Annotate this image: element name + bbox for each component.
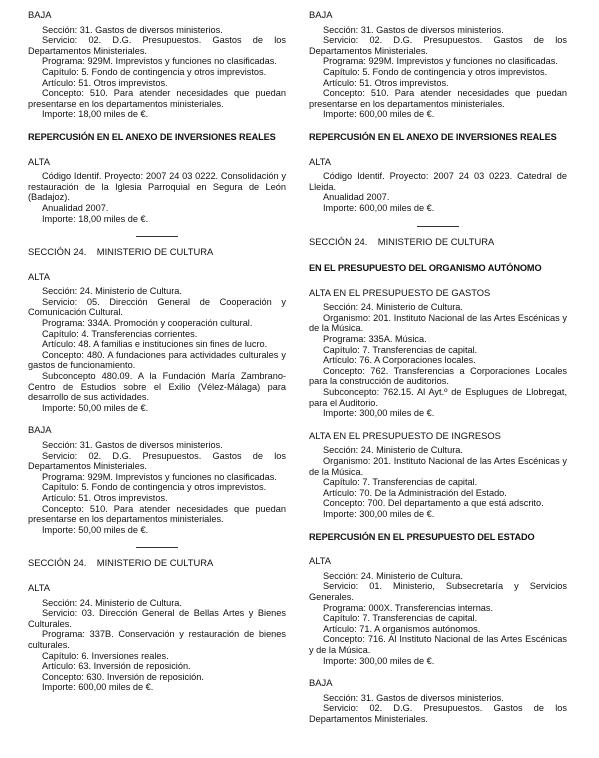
paragraph: Programa: 337B. Conservación y restauración de bienes culturales. xyxy=(28,629,286,650)
paragraph: Importe: 600,00 miles de €. xyxy=(323,202,435,213)
text-block xyxy=(309,445,567,519)
text-block xyxy=(28,25,286,120)
paragraph: Anualidad 2007. xyxy=(42,202,109,213)
paragraph: Servicio: 01. Ministerio, Subsecretaría y Servicios Generales. xyxy=(309,581,567,602)
block-label: BAJA xyxy=(28,424,52,436)
block-label: ALTA EN EL PRESUPUESTO DE GASTOS xyxy=(309,286,491,298)
block-label: ALTA EN EL PRESUPUESTO DE INGRESOS xyxy=(309,429,501,441)
section-title: SECCIÓN 24. MINISTERIO DE CULTURA xyxy=(309,235,495,247)
paragraph: Sección: 31. Gastos de diversos ministerios. xyxy=(323,692,504,703)
block-label: ALTA xyxy=(28,155,51,167)
paragraph: Programa: 334A. Promoción y cooperación cultural. xyxy=(42,318,253,329)
divider xyxy=(417,226,459,227)
paragraph: Servicio: 02. D.G. Presupuestos. Gastos de los Departamentos Ministeriales. xyxy=(28,35,286,56)
section-title: SECCIÓN 24. MINISTERIO DE CULTURA xyxy=(28,557,214,569)
paragraph: Capítulo: 7. Transferencias de capital. xyxy=(323,477,478,488)
paragraph: Concepto: 510. Para atender necesidades que puedan presentarse en los departamentos ministeriales. xyxy=(28,88,286,109)
paragraph: Programa: 000X. Transferencias internas. xyxy=(323,602,494,613)
paragraph: Sección: 31. Gastos de diversos ministerios. xyxy=(323,24,504,35)
block-label: BAJA xyxy=(309,677,333,689)
paragraph: Sección: 24. Ministerio de Cultura. xyxy=(323,570,463,581)
paragraph: Concepto: 510. Para atender necesidades que puedan presentarse en los departamentos ministeriales. xyxy=(309,88,567,109)
paragraph: Importe: 600,00 miles de €. xyxy=(323,109,435,120)
paragraph: Importe: 18,00 miles de €. xyxy=(42,109,149,120)
paragraph: Programa: 929M. Imprevistos y funciones no clasificadas. xyxy=(323,56,558,67)
section-heading: REPERCUSIÓN EN EL ANEXO DE INVERSIONES REALES xyxy=(28,131,276,142)
paragraph: Importe: 50,00 miles de €. xyxy=(42,524,149,535)
block-label: ALTA xyxy=(28,581,51,593)
paragraph: Código Identif. Proyecto: 2007 24 03 0222. Consolidación y restauración de la Iglesia Parroquial en Segura de León (Badajoz). xyxy=(28,171,286,203)
paragraph: Capítulo: 6. Inversiones reales. xyxy=(42,650,169,661)
paragraph: Sección: 24. Ministerio de Cultura. xyxy=(42,597,182,608)
paragraph: Artículo: 48. A familias e instituciones sin fines de lucro. xyxy=(42,339,268,350)
paragraph: Artículo: 76. A Corporaciones locales. xyxy=(323,355,476,366)
paragraph: Concepto: 480. A fundaciones para actividades culturales y gastos de funcionamiento. xyxy=(28,349,286,371)
right-column xyxy=(309,10,567,724)
paragraph: Importe: 600,00 miles de €. xyxy=(42,682,154,693)
paragraph: Sección: 31. Gastos de diversos ministerios. xyxy=(42,24,223,35)
paragraph: Concepto: 630. Inversión de reposición. xyxy=(42,671,204,682)
paragraph: Capítulo: 7. Transferencias de capital. xyxy=(323,613,478,624)
divider xyxy=(136,547,178,548)
text-block xyxy=(309,693,567,725)
paragraph: Artículo: 63. Inversión de reposición. xyxy=(42,661,191,672)
paragraph: Servicio: 02. D.G. Presupuestos. Gastos de los Departamentos Ministeriales. xyxy=(309,703,567,724)
paragraph: Organismo: 201. Instituto Nacional de las Artes Escénicas y de la Música. xyxy=(309,312,567,334)
paragraph: Importe: 300,00 miles de €. xyxy=(323,655,435,666)
text-block xyxy=(309,25,567,120)
text-block xyxy=(309,302,567,419)
block-label: ALTA xyxy=(309,555,332,567)
paragraph: Concepto: 700. Del departamento a que está adscrito. xyxy=(323,498,544,509)
paragraph: Capítulo: 5. Fondo de contingencia y otros imprevistos. xyxy=(323,66,548,77)
paragraph: Programa: 929M. Imprevistos y funciones no clasificadas. xyxy=(42,471,277,482)
paragraph: Capítulo: 5. Fondo de contingencia y otros imprevistos. xyxy=(42,482,267,493)
paragraph: Sección: 24. Ministerio de Cultura. xyxy=(42,286,182,297)
paragraph: Artículo: 70. De la Administración del Estado. xyxy=(323,487,507,498)
paragraph: Sección: 24. Ministerio de Cultura. xyxy=(323,302,463,313)
paragraph: Importe: 300,00 miles de €. xyxy=(323,508,435,519)
section-heading: EN EL PRESUPUESTO DEL ORGANISMO AUTÓNOMO xyxy=(309,263,542,274)
paragraph: Concepto: 510. Para atender necesidades que puedan presentarse en los departamentos ministeriales. xyxy=(28,503,286,525)
paragraph: Servicio: 02. D.G. Presupuestos. Gastos de los Departamentos Ministeriales. xyxy=(309,35,567,56)
paragraph: Anualidad 2007. xyxy=(323,192,390,203)
paragraph: Programa: 929M. Imprevistos y funciones no clasificadas. xyxy=(42,56,277,67)
paragraph: Capítulo: 4. Transferencias corrientes. xyxy=(42,328,198,339)
paragraph: Sección: 24. Ministerio de Cultura. xyxy=(323,445,463,456)
left-column xyxy=(28,10,286,693)
divider xyxy=(136,236,178,237)
paragraph: Importe: 300,00 miles de €. xyxy=(323,408,435,419)
text-block xyxy=(28,286,286,413)
block-label: BAJA xyxy=(28,9,52,20)
paragraph: Organismo: 201. Instituto Nacional de las Artes Escénicas y de la Música. xyxy=(309,456,567,477)
block-label: ALTA xyxy=(28,270,51,282)
paragraph: Concepto: 762. Transferencias a Corporaciones Locales para la construcción de auditorios. xyxy=(309,365,567,387)
paragraph: Capítulo: 5. Fondo de contingencia y otros imprevistos. xyxy=(42,66,267,77)
paragraph: Artículo: 51. Otros imprevistos. xyxy=(323,77,449,88)
text-block xyxy=(28,598,286,693)
paragraph: Servicio: 02. D.G. Presupuestos. Gastos de los Departamentos Ministeriales. xyxy=(28,450,286,472)
paragraph: Programa: 335A. Música. xyxy=(323,334,427,345)
paragraph: Artículo: 51. Otros imprevistos. xyxy=(42,492,168,503)
text-block xyxy=(309,571,567,666)
text-block xyxy=(28,171,286,224)
paragraph: Artículo: 51. Otros imprevistos. xyxy=(42,77,168,88)
paragraph: Subconcepto: 762.15. Al Ayt.º de Esplugues de Llobregat, para el Auditorio. xyxy=(309,387,567,408)
section-heading: REPERCUSIÓN EN EL ANEXO DE INVERSIONES REALES xyxy=(309,131,557,142)
paragraph: Importe: 50,00 miles de €. xyxy=(42,402,149,413)
paragraph: Capítulo: 7. Transferencias de capital. xyxy=(323,344,478,355)
paragraph: Importe: 18,00 miles de €. xyxy=(42,213,149,224)
paragraph: Subconcepto 480.09. A la Fundación María Zambrano-Centro de Estudios sobre el Exilio (Vélez-Málaga) para desarrollo de sus actividades. xyxy=(28,371,286,403)
paragraph: Concepto: 716. Al Instituto Nacional de las Artes Escénicas y de la Música. xyxy=(309,634,567,655)
text-block xyxy=(309,171,567,213)
section-title: SECCIÓN 24. MINISTERIO DE CULTURA xyxy=(28,246,214,258)
block-label: BAJA xyxy=(309,9,333,20)
paragraph: Servicio: 05. Dirección General de Cooperación y Comunicación Cultural. xyxy=(28,296,286,318)
paragraph: Servicio: 03. Dirección General de Bellas Artes y Bienes Culturales. xyxy=(28,608,286,629)
block-label: ALTA xyxy=(309,155,332,167)
paragraph: Artículo: 71. A organismos autónomos. xyxy=(323,623,481,634)
text-block xyxy=(28,440,286,535)
paragraph: Código Identif. Proyecto: 2007 24 03 0223. Catedral de Lleida. xyxy=(309,171,567,192)
section-heading: REPERCUSIÓN EN EL PRESUPUESTO DEL ESTADO xyxy=(309,531,535,542)
paragraph: Sección: 31. Gastos de diversos ministerios. xyxy=(42,440,223,450)
